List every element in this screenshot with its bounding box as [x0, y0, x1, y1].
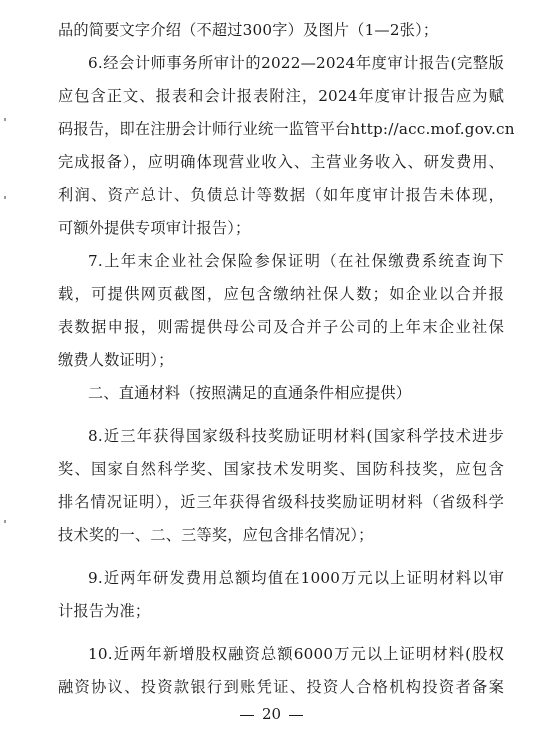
text-line: 奖、国家自然科学奖、国家技术发明奖、国防科技奖，应包含 [58, 460, 504, 478]
binding-mark [4, 520, 6, 523]
section-heading: 二、直通材料（按照满足的直通条件相应提供） [88, 384, 412, 402]
text-line: 应包含正文、报表和会计报表附注，2024年度审计报告应为赋 [58, 87, 504, 105]
text-line: 融资协议、投资款银行到账凭证、投资人合格机构投资者备案 [58, 678, 504, 696]
binding-mark [4, 118, 6, 121]
text-line: 载，可提供网页截图，应包含缴纳社保人数；如企业以合并报 [58, 285, 504, 303]
footer-dash-left [240, 715, 254, 716]
page-number: 20 [261, 705, 282, 723]
text-line: 缴费人数证明）； [58, 351, 174, 369]
paragraph-6-audit-report [58, 47, 515, 245]
section-heading-direct-materials [58, 377, 504, 410]
text-line: 6.经会计师事务所审计的2022—2024年度审计报告(完整版 [88, 54, 504, 72]
paragraph-9-rd-expense [58, 562, 504, 628]
text-line: 10.近两年新增股权融资总额6000万元以上证明材料(股权 [88, 645, 504, 663]
text-line: 完成报备），应明确体现营业收入、主营业务收入、研发费用、 [58, 153, 504, 171]
text-line: 品的简要文字介绍（不超过300字）及图片（1—2张）； [58, 21, 439, 39]
text-line: 7.上年末企业社会保险参保证明（在社保缴费系统查询下 [88, 252, 504, 270]
paragraph-7-social-insurance [58, 245, 504, 377]
page-footer [0, 704, 543, 724]
text-line: 技术奖的一、二、三等奖，应包含排名情况）； [58, 526, 374, 544]
text-line: 9.近两年研发费用总额均值在1000万元以上证明材料以审 [88, 569, 504, 587]
document-body [58, 14, 515, 704]
text-line: 可额外提供专项审计报告）； [58, 219, 251, 237]
text-line: 码报告，即在注册会计师行业统一监管平台http://acc.mof.gov.cn [58, 120, 515, 138]
text-line: 利润、资产总计、负债总计等数据（如年度审计报告未体现， [58, 186, 504, 204]
binding-mark [4, 196, 6, 199]
text-line: 8.近三年获得国家级科技奖励证明材料(国家科学技术进步 [88, 427, 504, 445]
paragraph-8-science-awards [58, 420, 504, 552]
paragraph-10-equity-financing [58, 638, 504, 704]
text-line: 表数据申报，则需提供母公司及合并子公司的上年末企业社保 [58, 318, 504, 336]
footer-dash-right [289, 715, 303, 716]
text-line: 排名情况证明），近三年获得省级科技奖励证明材料（省级科学 [58, 493, 504, 511]
text-line: 计报告为准； [58, 602, 151, 620]
paragraph-5-tail [58, 14, 504, 47]
